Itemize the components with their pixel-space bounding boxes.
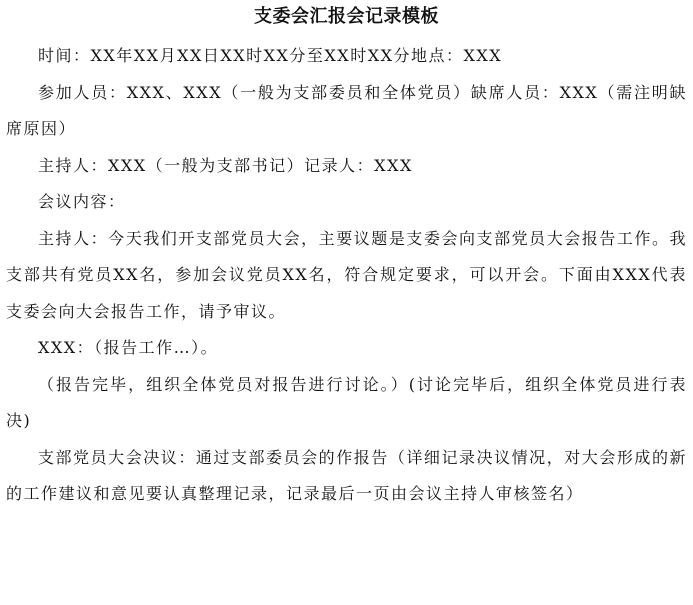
paragraph-time-location: 时间：XX年XX月XX日XX时XX分至XX时XX分地点：XXX [38, 46, 503, 65]
paragraph-meeting-content-heading: 会议内容： [38, 192, 126, 211]
paragraph-resolution: 支部党员大会决议：通过支部委员会的作报告（详细记录决议情况，对大会形成的新的工作建议和意见要认真整理记录，记录最后一页由会议主持人审核签名） [6, 447, 687, 503]
document-title: 支委会汇报会记录模板 [254, 6, 439, 27]
paragraph-attendees: 参加人员：XXX、XXX（一般为支部委员和全体党员）缺席人员：XXX（需注明缺席原因） [6, 82, 687, 138]
paragraph-host-recorder: 主持人：XXX（一般为支部书记）记录人：XXX [38, 155, 413, 175]
paragraph-report: XXX：（报告工作…）。 [38, 338, 219, 357]
paragraph-host-opening: 主持人：今天我们开支部党员大会，主要议题是支委会向支部党员大会报告工作。我支部共有党员XX名，参加会议党员XX名，符合规定要求，可以开会。下面由XXX代表支委会向大会报告工作，请予审议。 [6, 228, 687, 321]
paragraph-discussion-vote: （报告完毕，组织全体党员对报告进行讨论。）(讨论完毕后，组织全体党员进行表决) [6, 374, 687, 430]
